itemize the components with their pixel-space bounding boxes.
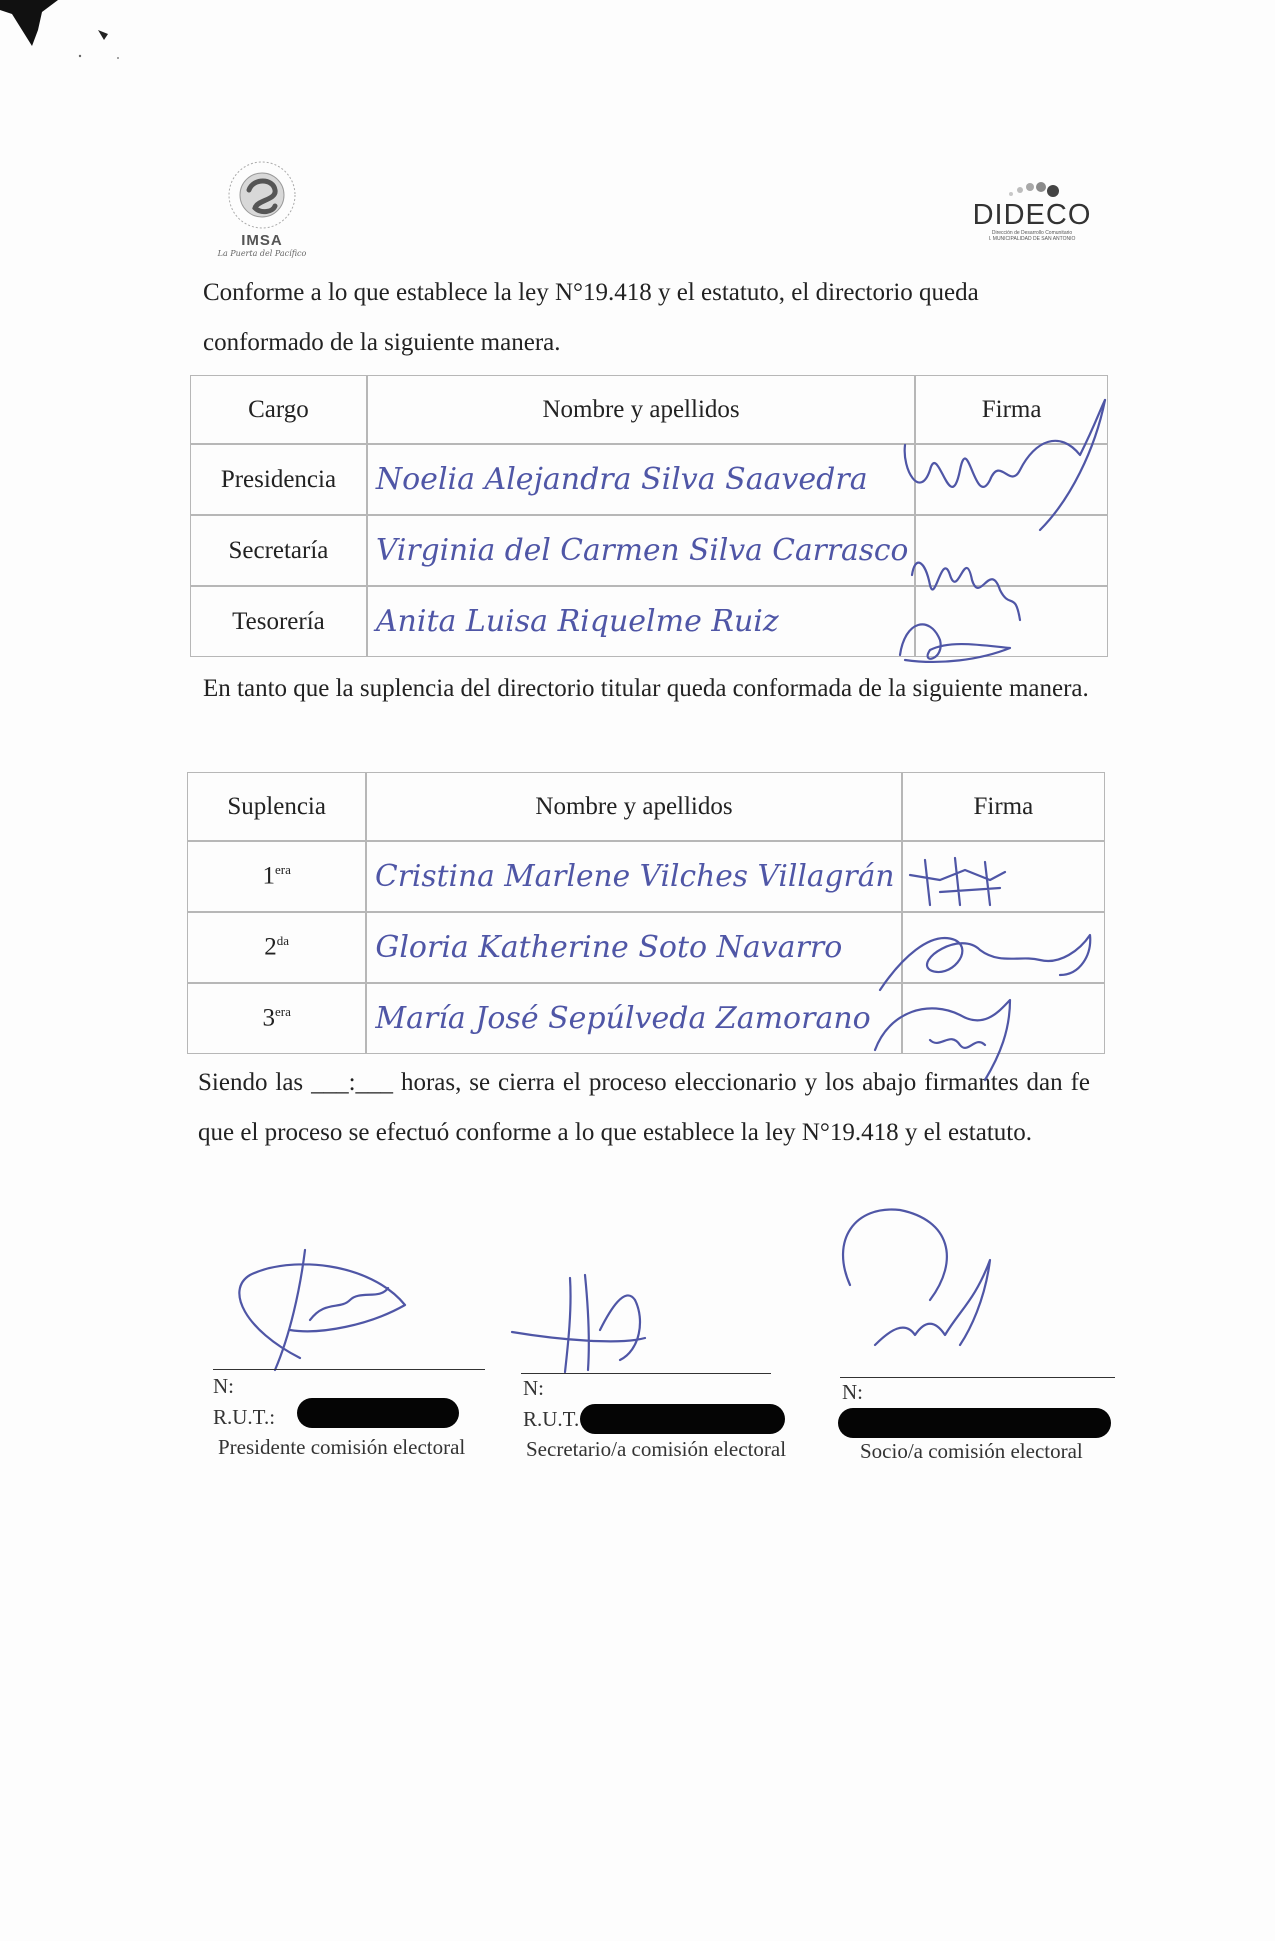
nombre-cell bbox=[366, 912, 901, 983]
table-row bbox=[187, 912, 1105, 983]
ordinal-number: 2 bbox=[264, 933, 277, 961]
table-row bbox=[190, 515, 1108, 586]
cargo-cell: Presidencia bbox=[190, 444, 367, 515]
imsa-seal-icon bbox=[227, 160, 297, 230]
signature-line-1 bbox=[213, 1369, 485, 1370]
suplencia-num-cell bbox=[187, 912, 366, 983]
sig3-role: Socio/a comisión electoral bbox=[860, 1439, 1083, 1463]
firma-cell bbox=[915, 515, 1108, 586]
imsa-logo-name: IMSA bbox=[241, 232, 283, 249]
suplencia-paragraph: En tanto que la suplencia del directorio titular queda conformada de la siguiente manera. bbox=[203, 675, 1089, 702]
header-nombre: Nombre y apellidos bbox=[367, 375, 915, 444]
closing-paragraph: Siendo las ___:___ horas, se cierra el proceso eleccionario y los abajo firmantes dan fe que el proceso se efectuó conforme a lo que establece la ley N°19.418 y el estatuto. bbox=[198, 1069, 1090, 1146]
header-cargo: Cargo bbox=[190, 375, 367, 444]
ordinal-number: 1 bbox=[262, 862, 275, 890]
intro-paragraph: Conforme a lo que establece la ley N°19.418 y el estatuto, el directorio queda conformado de la siguiente manera. bbox=[203, 279, 979, 356]
cargo-cell: Secretaría bbox=[190, 515, 367, 586]
redaction-bar bbox=[838, 1408, 1111, 1438]
handwritten-name: Cristina Marlene Vilches Villagrán bbox=[375, 859, 895, 894]
suplencia-header-row bbox=[187, 772, 1105, 841]
signature-presidente-comision bbox=[239, 1250, 405, 1370]
redaction-bar bbox=[297, 1398, 459, 1428]
dideco-logo bbox=[972, 178, 1092, 242]
directorio-header-row bbox=[190, 375, 1108, 444]
firma-cell bbox=[915, 586, 1108, 657]
sig2-rut-label: R.U.T. bbox=[523, 1407, 580, 1431]
header-nombre: Nombre y apellidos bbox=[366, 772, 901, 841]
scan-corner-artifact bbox=[0, 0, 130, 60]
signature-line-3 bbox=[840, 1377, 1115, 1378]
header-firma: Firma bbox=[915, 375, 1108, 444]
nombre-cell bbox=[367, 444, 915, 515]
handwritten-name: Noelia Alejandra Silva Saavedra bbox=[375, 462, 868, 497]
imsa-logo-tagline: La Puerta del Pacífico bbox=[217, 249, 307, 258]
ordinal-suffix: da bbox=[276, 933, 290, 949]
table-row bbox=[187, 983, 1105, 1054]
table-row bbox=[190, 444, 1108, 515]
dideco-dots-icon bbox=[997, 178, 1067, 200]
dideco-logo-subtitle-2: I. MUNICIPALIDAD DE SAN ANTONIO bbox=[988, 236, 1076, 242]
sig1-n-label: N: bbox=[213, 1374, 234, 1398]
suplencia-num-cell bbox=[187, 983, 366, 1054]
sig1-rut-label: R.U.T.: bbox=[213, 1405, 276, 1429]
sig3-n-label: N: bbox=[842, 1380, 863, 1404]
dideco-logo-subtitle-1: Dirección de Desarrollo Comunitario bbox=[991, 230, 1073, 236]
suplencia-table bbox=[187, 772, 1105, 1054]
sig2-role: Secretario/a comisión electoral bbox=[526, 1437, 787, 1461]
dideco-logo-name: DIDECO bbox=[972, 199, 1092, 231]
signature-line-2 bbox=[521, 1373, 771, 1374]
nombre-cell bbox=[366, 841, 901, 912]
ordinal-suffix: era bbox=[275, 1004, 291, 1020]
handwritten-name: Anita Luisa Riquelme Ruiz bbox=[375, 604, 779, 639]
cargo-cell: Tesorería bbox=[190, 586, 367, 657]
table-row bbox=[187, 841, 1105, 912]
ordinal-number: 3 bbox=[262, 1004, 275, 1032]
nombre-cell bbox=[366, 983, 901, 1054]
directorio-table bbox=[190, 375, 1108, 657]
sig2-n-label: N: bbox=[523, 1376, 544, 1400]
handwritten-name: Virginia del Carmen Silva Carrasco bbox=[375, 533, 909, 568]
nombre-cell bbox=[367, 515, 915, 586]
table-row bbox=[190, 586, 1108, 657]
signature-secretario-comision bbox=[512, 1275, 645, 1372]
firma-cell bbox=[902, 912, 1105, 983]
sig1-role: Presidente comisión electoral bbox=[218, 1435, 466, 1459]
header-firma: Firma bbox=[902, 772, 1105, 841]
imsa-logo bbox=[212, 160, 312, 258]
nombre-cell bbox=[367, 586, 915, 657]
handwritten-name: Gloria Katherine Soto Navarro bbox=[375, 930, 843, 965]
header-suplencia: Suplencia bbox=[187, 772, 366, 841]
firma-cell bbox=[902, 983, 1105, 1054]
redaction-bar bbox=[580, 1404, 785, 1434]
ordinal-suffix: era bbox=[275, 862, 291, 878]
signature-socio-comision bbox=[843, 1210, 990, 1345]
handwritten-name: María José Sepúlveda Zamorano bbox=[375, 1001, 871, 1036]
firma-cell bbox=[902, 841, 1105, 912]
firma-cell bbox=[915, 444, 1108, 515]
suplencia-num-cell bbox=[187, 841, 366, 912]
